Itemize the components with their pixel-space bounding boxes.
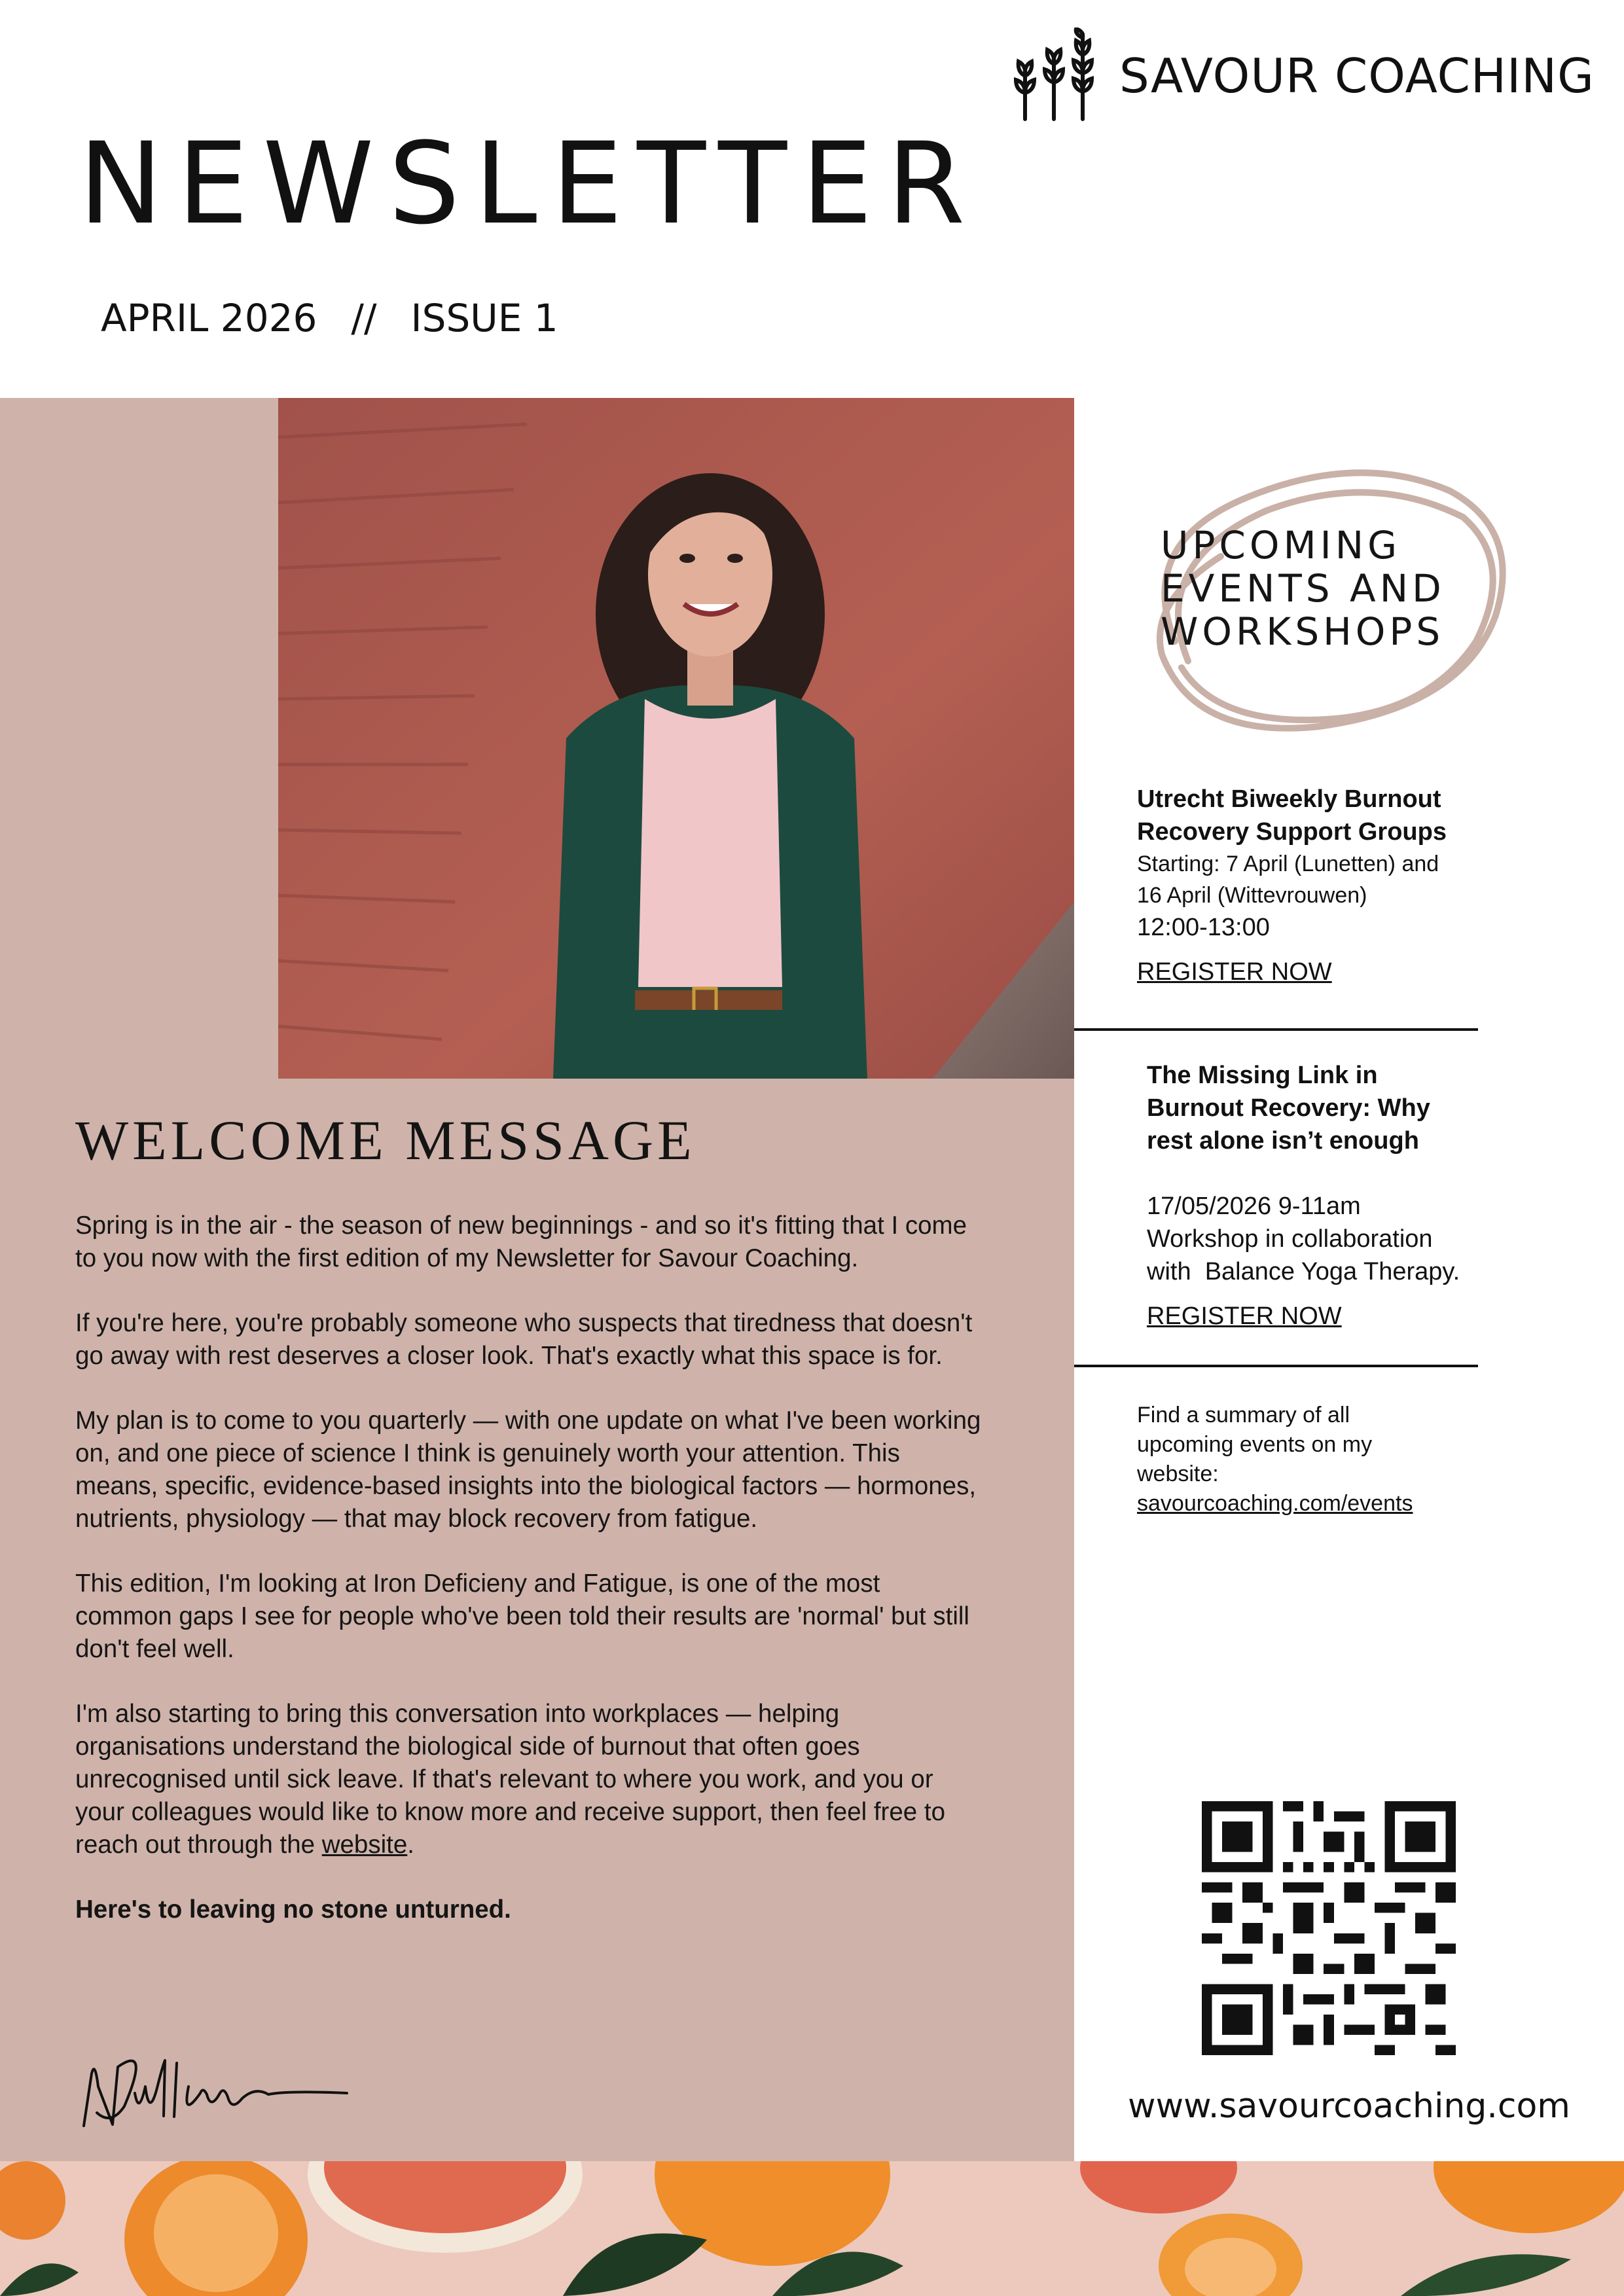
issue-separator: // (351, 296, 377, 340)
summary-text: website: (1137, 1462, 1219, 1486)
welcome-body (75, 1210, 982, 1958)
events-page-link[interactable]: savourcoaching.com/events (1137, 1491, 1413, 1516)
issue-number: ISSUE 1 (410, 296, 558, 340)
event-dates: Starting: 7 April (Lunetten) and (1137, 852, 1439, 876)
welcome-paragraph: If you're here, you're probably someone who suspects that tiredness that doesn't go away with rest deserves a closer look. That's exactly what this space is for. (75, 1309, 973, 1370)
welcome-p5-text: I'm also starting to bring this conversation into workplaces — helping organisations understand the biological side of burnout that often goes unrecognised until sick leave. If that's relevant to where you work, and you or your colleagues would like to know more and receive support, then feel free to reach out through the (75, 1700, 946, 1859)
issue-date: APRIL 2026 (101, 296, 317, 340)
portrait-photo (278, 398, 1074, 1079)
brand-name: SAVOUR COACHING (1119, 48, 1595, 103)
wheat-sprigs-logo-icon (1008, 27, 1113, 124)
signature (72, 2047, 360, 2132)
register-now-link[interactable]: REGISTER NOW (1137, 958, 1332, 986)
event-title-line: Utrecht Biweekly Burnout (1137, 785, 1441, 813)
divider (1074, 1365, 1478, 1367)
events-summary (1137, 1401, 1477, 1518)
event-burnout-support-groups (1137, 783, 1490, 986)
event-missing-link-workshop (1147, 1059, 1513, 1331)
event-title-line: Recovery Support Groups (1137, 818, 1447, 846)
events-heading-line: WORKSHOPS (1161, 609, 1445, 654)
event-title-line: rest alone isn’t enough (1147, 1127, 1419, 1155)
events-heading (1161, 524, 1445, 653)
event-time: 12:00-13:00 (1137, 914, 1270, 941)
event-description: Workshop in collaboration (1147, 1225, 1433, 1253)
newsletter-masthead: NEWSLETTER (79, 118, 980, 249)
website-link[interactable]: website (321, 1831, 408, 1859)
website-url[interactable]: www.savourcoaching.com (1128, 2087, 1570, 2126)
welcome-paragraph: My plan is to come to you quarterly — with one update on what I've been working on, and one piece of science I think is genuinely worth your attention. This means, specific, evidence-based insights into the biological factors — hormones, nutrients, physiology — that may block recovery from fatigue. (75, 1407, 981, 1533)
closing-line: Here's to leaving no stone unturned. (75, 1895, 511, 1924)
summary-text: Find a summary of all (1137, 1403, 1350, 1427)
events-heading-line: EVENTS AND (1161, 566, 1445, 611)
brand-logo (1008, 27, 1595, 124)
event-date-time: 17/05/2026 9-11am (1147, 1193, 1361, 1220)
event-title-line: The Missing Link in (1147, 1062, 1378, 1089)
event-dates: 16 April (Wittevrouwen) (1137, 883, 1367, 908)
event-title-line: Burnout Recovery: Why (1147, 1094, 1430, 1122)
welcome-paragraph: This edition, I'm looking at Iron Deficieny and Fatigue, is one of the most common gaps I see for people who've been told their results are 'normal' but still don't feel well. (75, 1570, 969, 1663)
divider (1074, 1028, 1478, 1031)
citrus-photo-banner (0, 2161, 1624, 2296)
register-now-link[interactable]: REGISTER NOW (1147, 1302, 1342, 1330)
welcome-paragraph: Spring is in the air - the season of new beginnings - and so it's fitting that I come to you now with the first edition of my Newsletter for Savour Coaching. (75, 1211, 967, 1272)
welcome-title: WELCOME MESSAGE (75, 1109, 696, 1172)
event-description: with Balance Yoga Therapy. (1147, 1258, 1460, 1285)
qr-code[interactable] (1202, 1801, 1456, 2055)
welcome-paragraph (75, 1698, 982, 1861)
issue-line (101, 296, 558, 340)
events-heading-line: UPCOMING (1161, 523, 1401, 567)
welcome-p5-end: . (407, 1831, 414, 1859)
summary-text: upcoming events on my (1137, 1432, 1373, 1457)
